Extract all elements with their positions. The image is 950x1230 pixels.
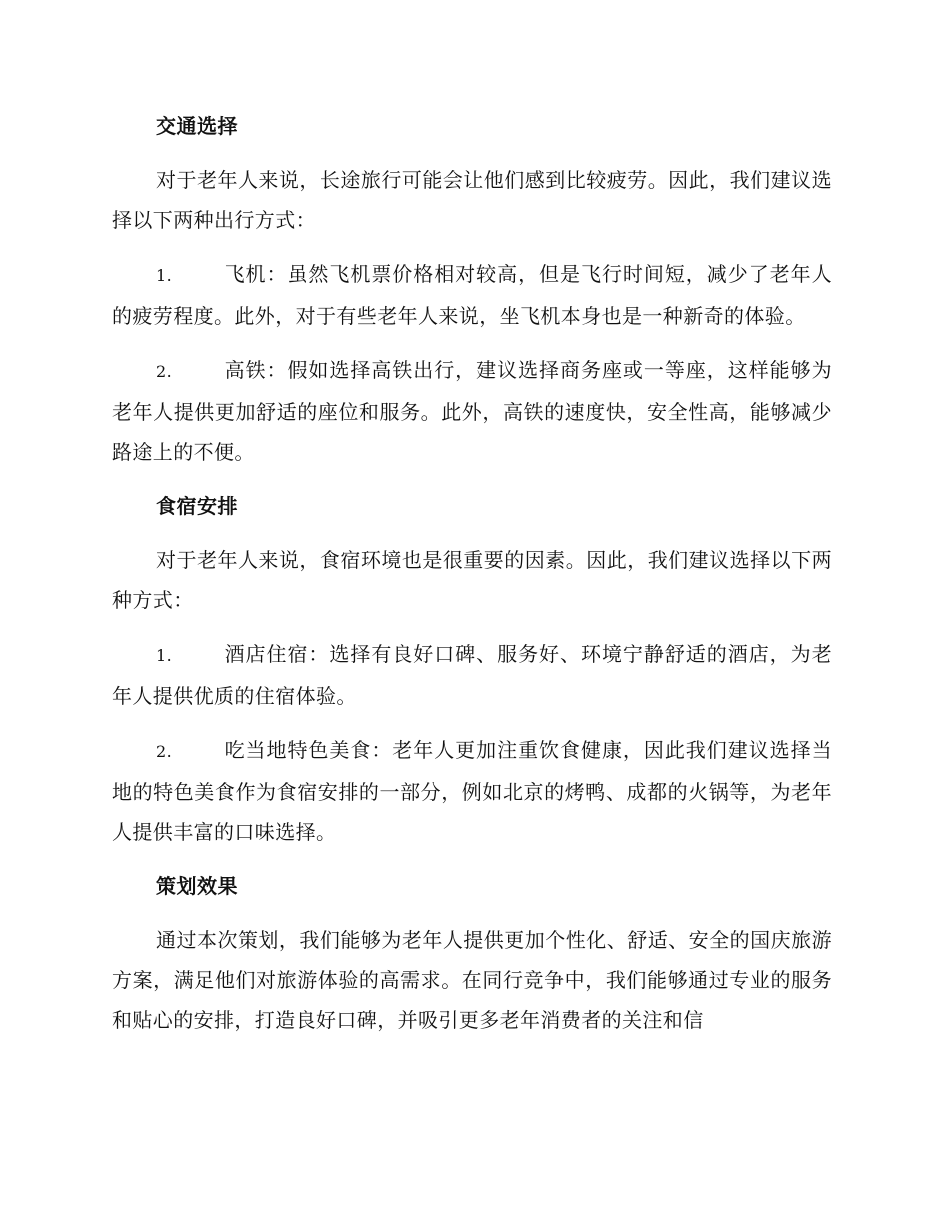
- list-number: 1.: [156, 266, 173, 285]
- section-heading-accommodation: 食宿安排: [156, 494, 238, 518]
- section-intro-transport: 对于老年人来说，长途旅行可能会让他们感到比较疲劳。因此，我们建议选择以下两种出行方式：: [112, 168, 832, 232]
- section-intro-effect: 通过本次策划，我们能够为老年人提供更加个性化、舒适、安全的国庆旅游方案，满足他们对旅游体验的高需求。在同行竞争中，我们能够通过专业的服务和贴心的安排，打造良好口碑，并吸引更多老年消费者的关注和信: [112, 928, 832, 1032]
- section-heading-transport: 交通选择: [156, 114, 238, 138]
- document-body: [112, 106, 832, 1054]
- list-number: 2.: [156, 362, 173, 381]
- section-heading-effect: 策划效果: [156, 874, 238, 898]
- list-number: 2.: [156, 742, 173, 761]
- list-item-plane: [112, 254, 832, 336]
- list-item-text: 高铁：假如选择高铁出行，建议选择商务座或一等座，这样能够为老年人提供更加舒适的座位和服务。此外，高铁的速度快，安全性高，能够减少路途上的不便。: [112, 358, 832, 464]
- list-item-text: 飞机：虽然飞机票价格相对较高，但是飞行时间短，减少了老年人的疲劳程度。此外，对于有些老年人来说，坐飞机本身也是一种新奇的体验。: [112, 262, 832, 328]
- section-intro-accommodation: 对于老年人来说，食宿环境也是很重要的因素。因此，我们建议选择以下两种方式：: [112, 548, 832, 612]
- list-item-local-food: [112, 730, 832, 852]
- list-item-text: 酒店住宿：选择有良好口碑、服务好、环境宁静舒适的酒店，为老年人提供优质的住宿体验。: [112, 642, 832, 708]
- list-number: 1.: [156, 646, 173, 665]
- list-item-hotel: [112, 634, 832, 716]
- list-item-highspeed-rail: [112, 350, 832, 472]
- list-item-text: 吃当地特色美食：老年人更加注重饮食健康，因此我们建议选择当地的特色美食作为食宿安排的一部分，例如北京的烤鸭、成都的火锅等，为老年人提供丰富的口味选择。: [112, 738, 832, 844]
